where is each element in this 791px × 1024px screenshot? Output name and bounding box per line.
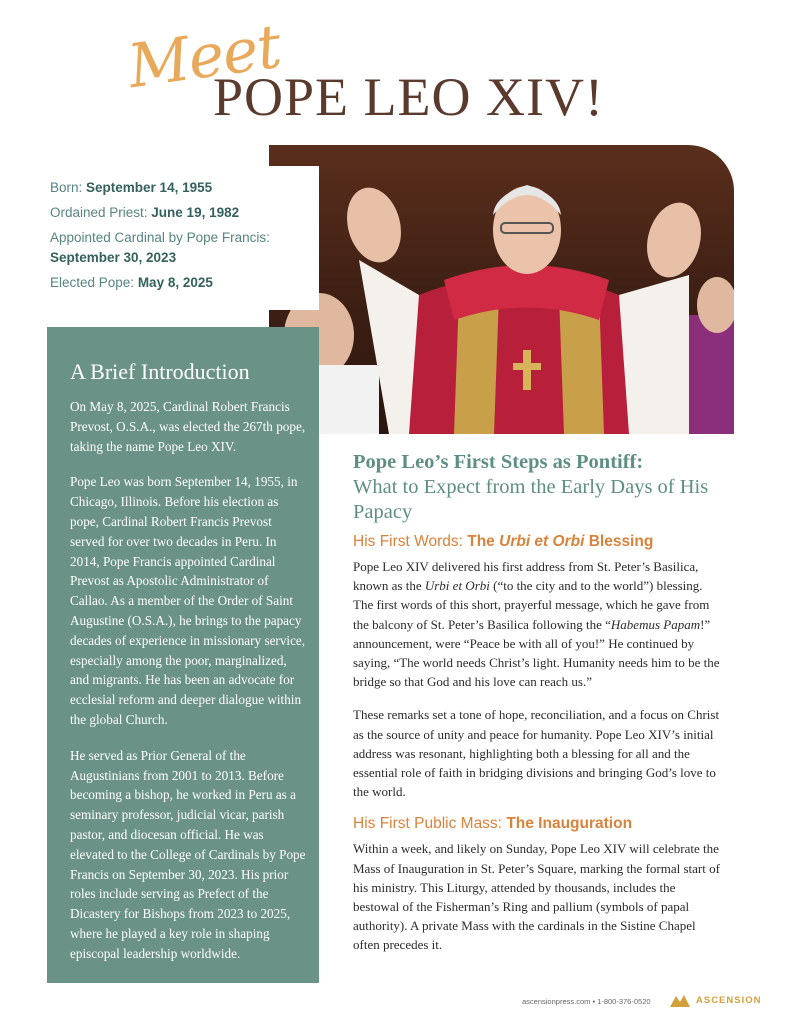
section2-paragraph-1: Within a week, and likely on Sunday, Pope Leo XIV will celebrate the Mass of Inauguration in St. Peter’s Square, marking the formal start of his ministry. This Liturgy, attended by thousands, includes the bestowal of the Fisherman’s Ring and pallium (symbols of papal authority). A private Mass with the cardinals in the Sistine Chapel often precedes it. xyxy=(353,841,720,953)
article-subtitle: What to Expect from the Early Days of His Papacy xyxy=(353,476,709,523)
pope-photo xyxy=(269,145,734,434)
section-first-words-heading xyxy=(353,533,723,551)
sidebar-paragraph-1: On May 8, 2025, Cardinal Robert Francis Prevost, O.S.A., was elected the 267th pope, taking the name Pope Leo XIV. xyxy=(70,399,306,454)
ascension-logo-icon xyxy=(670,993,690,1009)
ordained-fact xyxy=(50,203,319,223)
section1-italic: Urbi et Orbi xyxy=(499,533,585,550)
elected-value: May 8, 2025 xyxy=(137,275,213,290)
section1-paragraph-2: These remarks set a tone of hope, reconciliation, and a focus on Christ as the source of unity and peace for humanity. Pope Leo XIV’s initial address was resonant, highlighting both a blessing for all and the essential role of faith in bridging divisions and bringing God’s love to the world. xyxy=(353,707,720,800)
s1p1-habemus: Habemus Papam xyxy=(610,616,701,632)
cardinal-label: Appointed Cardinal by Pope Francis: xyxy=(50,230,270,245)
born-fact xyxy=(50,178,319,198)
section1-the: The xyxy=(467,533,500,550)
footer-site-phone: ascensionpress.com • 1-800-376-0520 xyxy=(522,997,651,1006)
section1-prefix: His First Words: xyxy=(353,533,468,550)
section1-end: Blessing xyxy=(584,533,654,550)
section2-prefix: His First Public Mass: xyxy=(353,815,507,833)
s1p1-text-b: (“to the city and to the world”) blessing. The first words of this short, prayerful message, which he gave from the balcony of St. Peter’s Basilica following the “ xyxy=(353,578,710,632)
elected-fact xyxy=(50,273,319,293)
sidebar-paragraph-3: He served as Prior General of the Augustinians from 2001 to 2013. Before becoming a bishop, he worked in Peru as a seminary professor, judicial vicar, parish pastor, and diocesan official. He was elevated to the College of Cardinals by Pope Francis on September 30, 2023. His prior roles include serving as Prefect of the Dicastery for Bishops from 2023 to 2025, where he played a key role in shaping episcopal leadership worldwide. xyxy=(70,747,306,961)
ordained-value: June 19, 1982 xyxy=(151,205,240,220)
s1p1-text-c: !” announcement, were “Peace be with all of you!” He continued by saying, “The world needs Christ’s light. Humanity needs him to be the bridge so that God and his love can reach us.” xyxy=(353,616,720,690)
footer xyxy=(522,993,762,1011)
cardinal-value: September 30, 2023 xyxy=(50,250,177,265)
section2-bold: The Inauguration xyxy=(506,815,633,833)
introduction-sidebar xyxy=(47,327,319,983)
s1p1-urbi: Urbi et Orbi xyxy=(424,578,490,594)
biography-facts-box xyxy=(37,166,319,310)
page-title: POPE LEO XIV! xyxy=(213,67,604,127)
born-value: September 14, 1955 xyxy=(86,180,213,195)
elected-label: Elected Pope: xyxy=(50,275,138,290)
s1p1-text-a: Pope Leo XIV delivered his first address from St. Peter’s Basilica, known as the xyxy=(353,559,699,594)
ordained-label: Ordained Priest: xyxy=(50,205,152,220)
sidebar-heading: A Brief Introduction xyxy=(70,359,250,384)
cardinal-fact xyxy=(50,228,319,268)
sidebar-paragraph-2: Pope Leo was born September 14, 1955, in Chicago, Illinois. Before his election as pope, Cardinal Robert Francis Prevost served for over two decades in Peru. In 2014, Pope Francis appointed Cardinal Prevost as Apostolic Administrator of Callao. As a member of the Order of Saint Augustine (O.S.A.), he brings to the papacy decades of experience in missionary service, especially among the poor, marginalized, and migrants. He has been an advocate for ecclesial reform and deeper dialogue within the global Church. xyxy=(70,474,306,727)
article-title: Pope Leo’s First Steps as Pontiff: xyxy=(353,451,644,473)
meet-script-text: Meet xyxy=(123,11,285,103)
section1-paragraph-1 xyxy=(353,557,723,691)
main-article xyxy=(353,450,723,969)
born-label: Born: xyxy=(50,180,87,195)
footer-brand: ASCENSION xyxy=(696,995,762,1006)
section-first-mass-heading xyxy=(353,815,723,833)
